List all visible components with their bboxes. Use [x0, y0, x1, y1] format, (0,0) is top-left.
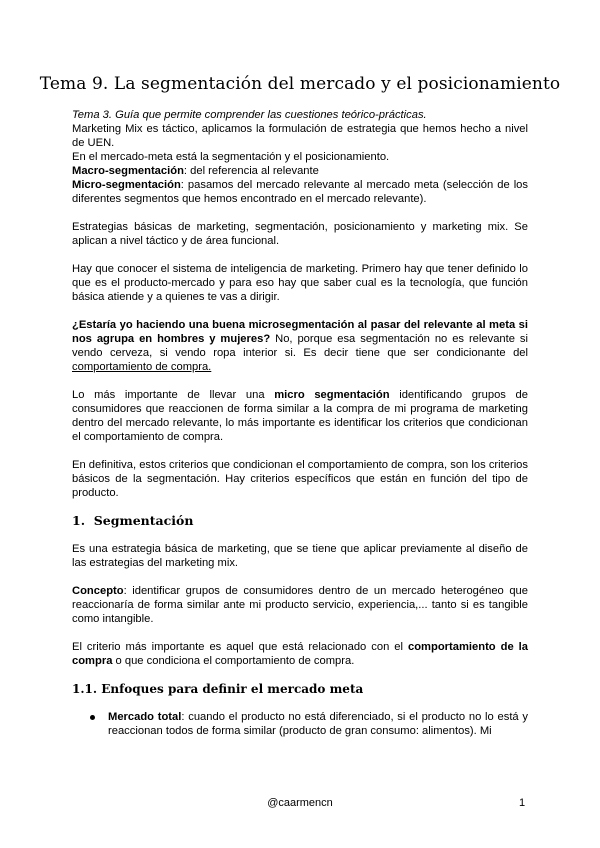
- bullet-icon: [90, 715, 95, 720]
- page-title: Tema 9. La segmentación del mercado y el posicionamiento: [39, 74, 561, 94]
- importante-paragraph: [72, 388, 528, 444]
- section-1-1-heading: 1.1. Enfoques para definir el mercado meta: [72, 682, 364, 696]
- importante-pre: Lo más importante de llevar una: [72, 389, 275, 401]
- section-1-title: Segmentación: [93, 513, 194, 528]
- macro-paragraph: [72, 164, 528, 178]
- estrategias-paragraph: Estrategias básicas de marketing, segmentación, posicionamiento y marketing mix. Se aplican a nivel táctico y de área funcional.: [72, 221, 528, 247]
- criterio-paragraph: [72, 640, 528, 668]
- concepto-text: : identificar grupos de consumidores dentro de un mercado heterogéneo que reaccionaría de forma similar ante mi producto servicio, experiencia,... tanto si es tangible como intangible.: [72, 585, 528, 625]
- macro-label: Macro-segmentación: [72, 165, 184, 177]
- page-number: 1: [519, 797, 526, 809]
- criterio-bold: comportamiento de la compra: [72, 641, 528, 667]
- footer-handle: @caarmencn: [267, 797, 333, 809]
- concepto-label: Concepto: [72, 585, 124, 597]
- question-bold: ¿Estaría yo haciendo una buena microsegmentación al pasar del relevante al meta si nos agrupa en hombres y mujeres?: [72, 319, 528, 345]
- micro-label: Micro-segmentación: [72, 179, 181, 191]
- question-paragraph: [72, 318, 528, 374]
- list-item: [72, 710, 528, 738]
- concepto-paragraph: [72, 584, 528, 626]
- intro-line-2: En el mercado-meta está la segmentación y el posicionamiento.: [72, 151, 390, 163]
- criterio-post: o que condiciona el comportamiento de compra.: [112, 655, 355, 667]
- document-body: [72, 108, 528, 738]
- sistema-paragraph: Hay que conocer el sistema de inteligencia de marketing. Primero hay que tener definido lo que es el producto-mercado y para eso hay que saber cual es la tecnología, que función básica atiende y a quienes te vas a dirigir.: [72, 263, 528, 303]
- micro-text: : pasamos del mercado relevante al mercado meta (selección de los diferentes segmentos que hemos encontrado en el mercado relevante).: [72, 179, 528, 205]
- importante-bold: micro segmentación: [274, 389, 390, 401]
- intro-line-1: Marketing Mix es táctico, aplicamos la formulación de estrategia que hemos hecho a nivel de UEN.: [72, 123, 528, 149]
- definitiva-paragraph: En definitiva, estos criterios que condicionan el comportamiento de compra, son los criterios básicos de la segmentación. Hay criterios específicos que están en función del tipo de producto.: [72, 459, 528, 499]
- section-1-heading: [72, 514, 528, 528]
- criterio-pre: El criterio más importante es aquel que está relacionado con el: [72, 641, 408, 653]
- macro-text: : del referencia al relevante: [183, 165, 319, 177]
- section-1-number: 1.: [72, 513, 86, 528]
- mercado-total-label: Mercado total: [108, 711, 182, 723]
- subtitle: Tema 3. Guía que permite comprender las cuestiones teórico-prácticas.: [72, 109, 427, 121]
- mercado-total-text: : cuando el producto no está diferenciado, si el producto no lo está y reaccionan todos de forma similar (producto de gran consumo: alimentos). Mi: [108, 711, 528, 737]
- question-underlined: comportamiento de compra.: [72, 361, 212, 373]
- question-text: No, porque esa segmentación no es relevante si vendo cerveza, si vendo ropa interior si. Es decir tiene que ser condicionante del: [72, 333, 528, 359]
- micro-paragraph: [72, 178, 528, 206]
- segmentacion-paragraph: Es una estrategia básica de marketing, que se tiene que aplicar previamente al diseño de las estrategias del marketing mix.: [72, 543, 528, 569]
- importante-post: identificando grupos de consumidores que reaccionen de forma similar a la compra de mi programa de marketing dentro del mercado relevante, lo más importante es identificar los criterios que condicionan el comportamiento de compra.: [72, 389, 528, 443]
